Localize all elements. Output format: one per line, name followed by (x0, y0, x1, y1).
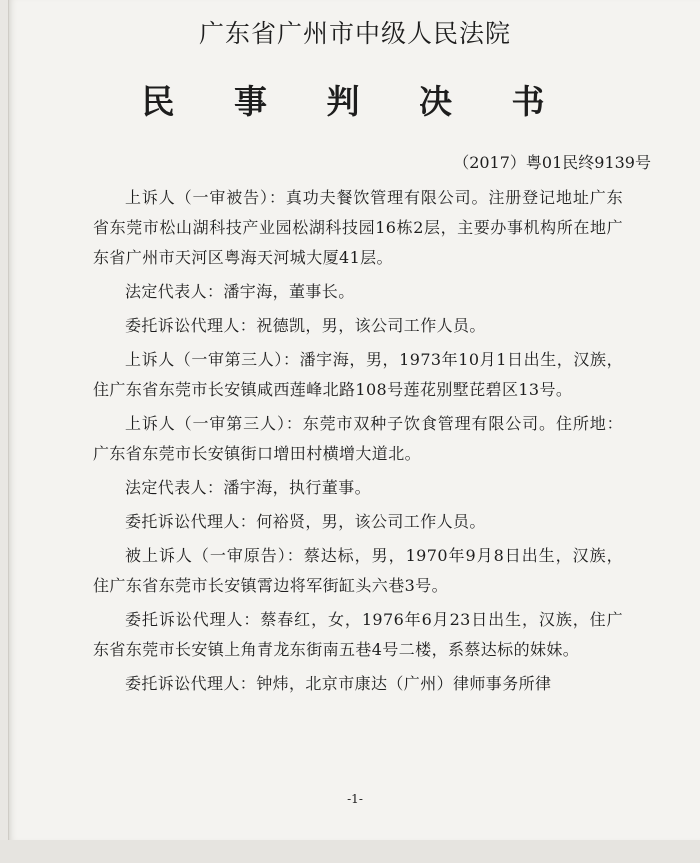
party-paragraph: 被上诉人（一审原告）：蔡达标，男，1970年9月8日出生，汉族，住广东省东莞市长安镇霄边将军街缸头六巷3号。 (93, 546, 623, 595)
document-title: 民 事 判 决 书 (141, 82, 569, 121)
party-paragraph: 法定代表人：潘宇海，执行董事。 (125, 478, 372, 497)
party-paragraph: 委托诉讼代理人：蔡春红，女，1976年6月23日出生，汉族，住广东省东莞市长安镇上角青龙东街南五巷4号二楼，系蔡达标的妹妹。 (93, 610, 623, 659)
court-name: 广东省广州市中级人民法院 (198, 19, 511, 48)
party-paragraph: 法定代表人：潘宇海，董事长。 (125, 282, 355, 301)
party-paragraph: 上诉人（一审被告）：真功夫餐饮管理有限公司。注册登记地址广东省东莞市松山湖科技产业园松湖科技园16栋2层，主要办事机构所在地广东省广州市天河区粤海天河城大厦41层。 (93, 188, 623, 267)
party-paragraph: 委托诉讼代理人：钟炜，北京市康达（广州）律师事务所律 (125, 674, 552, 693)
party-paragraph: 上诉人（一审第三人）：东莞市双种子饮食管理有限公司。住所地：广东省东莞市长安镇街口增田村横增大道北。 (93, 414, 623, 463)
document-page (8, 0, 700, 840)
case-number: （2017）粤01民终9139号 (453, 153, 651, 172)
document-body (93, 183, 623, 703)
page-number: -1- (347, 792, 363, 806)
party-paragraph: 委托诉讼代理人：何裕贤，男，该公司工作人员。 (125, 512, 486, 531)
party-paragraph: 委托诉讼代理人：祝德凯，男，该公司工作人员。 (125, 316, 486, 335)
scan-bottom-edge (0, 840, 700, 863)
party-paragraph: 上诉人（一审第三人）：潘宇海，男，1973年10月1日出生，汉族，住广东省东莞市长安镇咸西莲峰北路108号莲花别墅芘碧区13号。 (93, 350, 623, 399)
